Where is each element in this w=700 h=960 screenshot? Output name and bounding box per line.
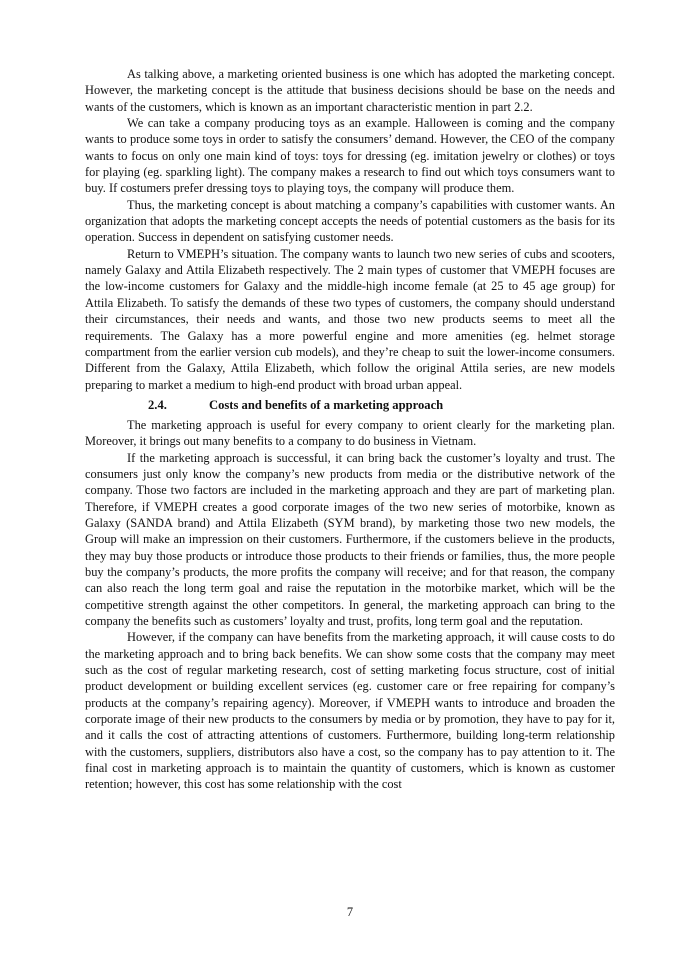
paragraph-vmeph-situation: Return to VMEPH’s situation. The company wants to launch two new series of cubs and scooters, namely Galaxy and Attila Elizabeth respectively. The 2 main types of customer that VMEPH focuses are the low-income customers for Galaxy and the middle-high income female (at 25 to 45 age group) for Attila Elizabeth. To satisfy the demands of these two types of customers, the company should understand their circumstances, their needs and wants, and those two new products seems to meet all the requirements. The Galaxy has a more powerful engine and more amenities (eg. helmet storage compartment from the earlier version cub models), and they’re cheap to suit the lower-income consumers. Different from the Galaxy, Attila Elizabeth, which follow the original Attila series, are new models preparing to market a medium to high-end product with broad urban appeal.	[85, 246, 615, 392]
document-page	[85, 66, 615, 793]
paragraph-costs: However, if the company can have benefits from the marketing approach, it will cause costs to do the marketing approach and to bring back benefits. We can show some costs that the company may meet such as the cost of regular marketing research, cost of setting marketing focus structure, cost of initial product development or building excellent services (eg. customer care or free repairing for company’s products at the company’s repairing agency). Moreover, if VMEPH wants to introduce and broaden the corporate image of their new products to the consumers by media or by promotion, they have to pay for it, and it calls the cost of attracting attentions of customers. Furthermore, building long-term relationship with the customers, suppliers, distributors also have a cost, so the company has to pay attention to it. The final cost in marketing approach is to maintain the quantity of customers, which is known as customer retention; however, this cost has some relationship with the cost	[85, 630, 615, 792]
section-heading	[85, 397, 615, 414]
paragraph-marketing-oriented-business: As talking above, a marketing oriented business is one which has adopted the marketing concept. However, the marketing concept is the attitude that business decisions should be base on the needs and wants of the customers, which is known as an important characteristic mention in part 2.2.	[85, 67, 615, 114]
section-number: 2.4.	[148, 397, 167, 412]
paragraph-marketing-approach-usefulness: The marketing approach is useful for every company to orient clearly for the marketing plan. Moreover, it brings out many benefits to a company to do business in Vietnam.	[85, 417, 615, 449]
section-title: Costs and benefits of a marketing approach	[209, 397, 444, 412]
paragraph-marketing-concept-summary: Thus, the marketing concept is about matching a company’s capabilities with customer wants. An organization that adopts the marketing concept accepts the needs of potential customers as the basis for its operation. Success in dependent on satisfying customer needs.	[85, 197, 615, 245]
paragraph-benefits: If the marketing approach is successful, it can bring back the customer’s loyalty and trust. The consumers just only know the company’s new products from media or the distributive network of the company. Those two factors are included in the marketing approach and they are part of marketing plan. Therefore, if VMEPH creates a good corporate images of the two new series of motorbike, known as Galaxy (SANDA brand) and Attila Elizabeth (SYM brand), by marketing those two new models, the Group will make an impression on their customers. Furthermore, if the customers believe in the products, they may buy those products or introduce those products to their friends or families, thus, the more people buy the company’s products, the more profits the company will receive; and for that reason, the company can also reach the long term goal and raise the reputation in the motorbike market, which will be the competitive strength against the other competitors. In general, the marketing approach can bring to the company the benefits such as customers’ loyalty and trust, profits, long term goal and the reputation.	[85, 450, 615, 628]
paragraph-toy-company-example: We can take a company producing toys as an example. Halloween is coming and the company wants to produce some toys in order to satisfy the consumers’ demand. However, the CEO of the company wants to focus on only one main kind of toys: toys for dressing (eg. imitation jewelry or clothes) or toys for playing (eg. sparkling light). The company makes a research to find out which toys consumers want to buy. If costumers prefer dressing toys to playing toys, the company will produce them.	[85, 116, 615, 196]
page-number: 7	[346, 905, 354, 919]
